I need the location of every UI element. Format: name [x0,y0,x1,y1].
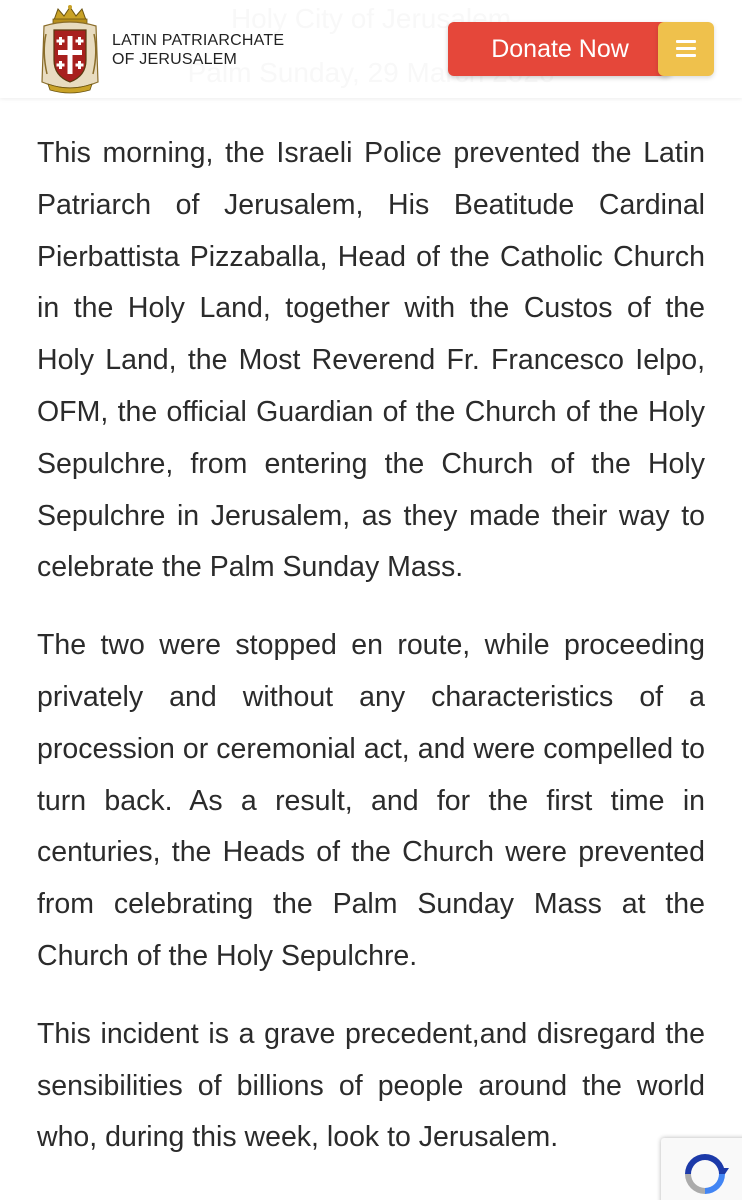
brand-line-2: OF JERUSALEM [112,51,238,68]
article-paragraph: This morning, the Israeli Police prevented the Latin Patriarch of Jerusalem, His Beatitude Cardinal Pierbattista Pizzaballa, Head of the Catholic Church in the Holy Land, together with the Custos of the Holy Land, the Most Reverend Fr. Francesco Ielpo, OFM, the official Guardian of the Church of the Holy Sepulchre, from entering the Church of the Holy Sepulchre in Jerusalem, as they made their way to celebrate the Palm Sunday Mass. [37,137,705,584]
article-paragraph: This incident is a grave precedent,and disregard the sensibilities of billions of people around the world who, during this week, look to Jerusalem. [37,1017,705,1154]
site-brand-name[interactable] [112,31,284,69]
hamburger-menu-icon-bar [676,54,696,57]
article-paragraph: The two were stopped en route, while proceeding privately and without any characteristics of a procession or ceremonial act, and were compelled to turn back. As a result, and for the first time in centuries, the Heads of the Church were prevented from celebrating the Palm Sunday Mass at the Church of the Holy Sepulchre. [37,629,705,972]
site-header [0,0,742,98]
recaptcha-badge[interactable] [661,1138,742,1200]
recaptcha-icon [679,1148,731,1200]
article-body [37,128,705,1190]
menu-button[interactable] [658,22,714,76]
coat-of-arms-icon[interactable] [38,4,102,94]
donate-now-button[interactable]: Donate Now [448,22,672,76]
hamburger-menu-icon [676,40,696,43]
brand-line-1: LATIN PATRIARCHATE [112,32,285,49]
hamburger-menu-icon-bar [676,47,696,50]
